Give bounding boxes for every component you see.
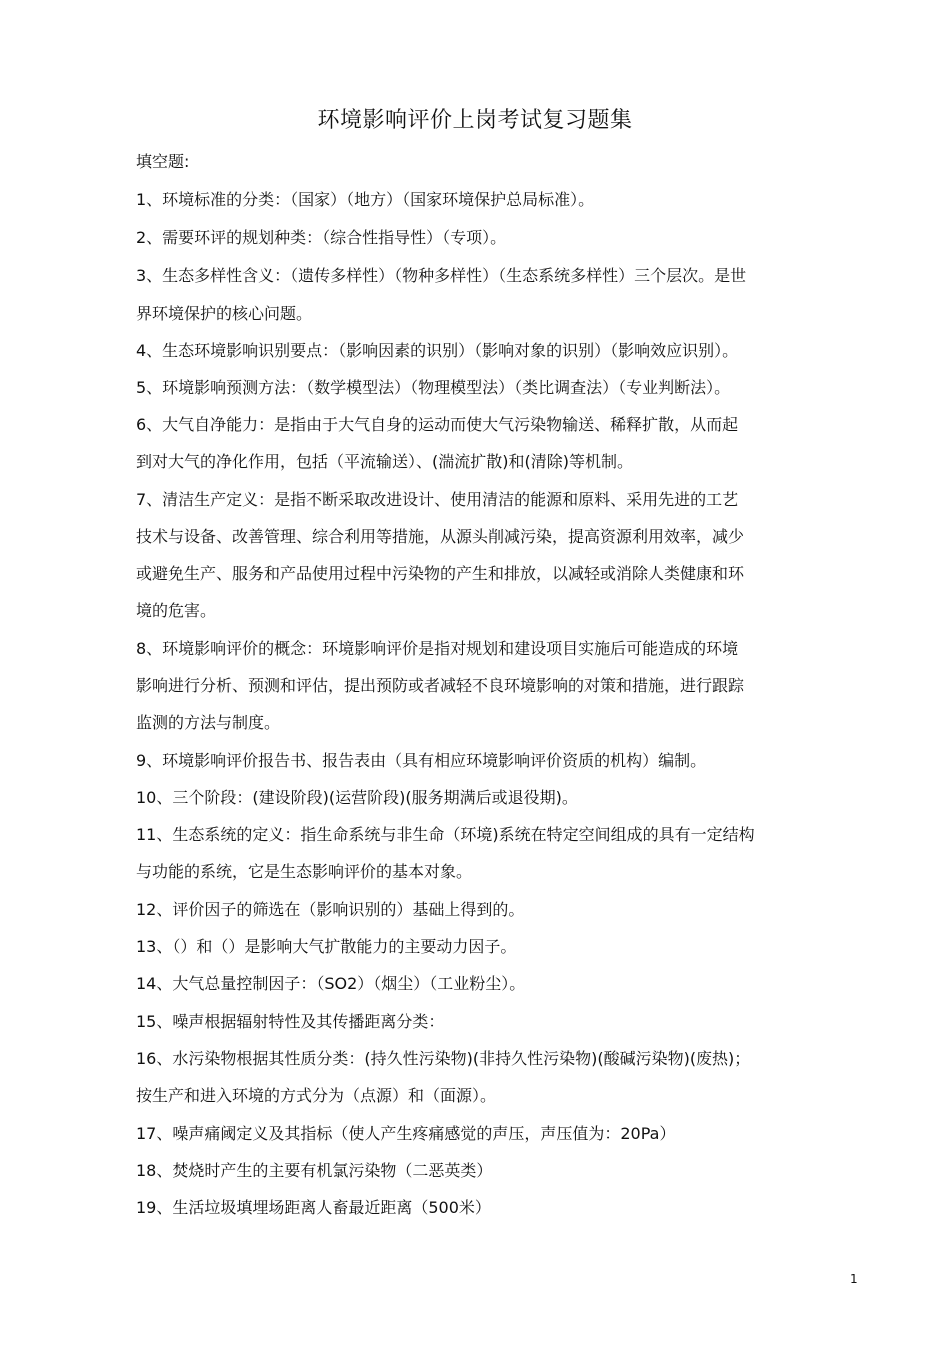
text-line: 或避免生产、服务和产品使用过程中污染物的产生和排放，以减轻或消除人类健康和环 — [136, 564, 745, 583]
page-number: 1 — [850, 1272, 858, 1286]
text-line: 12、评价因子的筛选在（影响识别的）基础上得到的。 — [136, 900, 525, 919]
text-line: 境的危害。 — [136, 601, 217, 620]
text-line: 9、环境影响评价报告书、报告表由（具有相应环境影响评价资质的机构）编制。 — [136, 751, 707, 770]
text-line: 7、清洁生产定义：是指不断采取改进设计、使用清洁的能源和原料、采用先进的工艺 — [136, 490, 739, 509]
text-line: 15、噪声根据辐射特性及其传播距离分类： — [136, 1012, 445, 1031]
document-title: 环境影响评价上岗考试复习题集 — [317, 108, 633, 133]
text-line: 18、焚烧时产生的主要有机氯污染物（二恶英类） — [136, 1161, 493, 1180]
text-line: 14、大气总量控制因子：（SO2）（烟尘）（工业粉尘）。 — [136, 974, 526, 993]
text-line: 界环境保护的核心问题。 — [136, 304, 313, 323]
text-line: 与功能的系统，它是生态影响评价的基本对象。 — [136, 862, 473, 881]
text-line: 10、三个阶段：(建设阶段)(运营阶段)(服务期满后或退役期)。 — [136, 788, 578, 807]
text-line: 17、噪声痛阈定义及其指标（使人产生疼痛感觉的声压，声压值为：20Pa） — [136, 1124, 676, 1143]
text-line: 技术与设备、改善管理、综合利用等措施，从源头削减污染，提高资源利用效率，减少 — [136, 527, 745, 546]
section-label: 填空题: — [136, 152, 190, 171]
text-line: 3、生态多样性含义：（遗传多样性）（物种多样性）（生态系统多样性）三个层次。是世 — [136, 266, 747, 285]
text-line: 11、生态系统的定义：指生命系统与非生命（环境)系统在特定空间组成的具有一定结构 — [136, 825, 755, 844]
text-line: 13、（）和（）是影响大气扩散能力的主要动力因子。 — [136, 937, 517, 956]
text-line: 8、环境影响评价的概念：环境影响评价是指对规划和建设项目实施后可能造成的环境 — [136, 639, 739, 658]
text-line: 到对大气的净化作用，包括（平流输送）、(湍流扩散)和(清除)等机制。 — [136, 452, 633, 471]
text-line: 5、环境影响预测方法：（数学模型法）（物理模型法）（类比调查法）（专业判断法）。 — [136, 378, 731, 397]
text-line: 19、生活垃圾填埋场距离人畜最近距离（500米） — [136, 1198, 491, 1217]
text-line: 影响进行分析、预测和评估，提出预防或者减轻不良环境影响的对策和措施，进行跟踪 — [136, 676, 745, 695]
text-line: 监测的方法与制度。 — [136, 713, 281, 732]
text-line: 6、大气自净能力：是指由于大气自身的运动而使大气污染物输送、稀释扩散，从而起 — [136, 415, 739, 434]
text-line: 2、需要环评的规划种类：（综合性指导性）（专项）。 — [136, 228, 507, 247]
text-line: 4、生态环境影响识别要点：（影响因素的识别）（影响对象的识别）（影响效应识别）。 — [136, 341, 739, 360]
text-line: 按生产和进入环境的方式分为（点源）和（面源）。 — [136, 1086, 497, 1105]
text-line: 1、环境标准的分类：（国家）（地方）（国家环境保护总局标准）。 — [136, 190, 595, 209]
text-line: 16、水污染物根据其性质分类：(持久性污染物)(非持久性污染物)(酸碱污染物)(废热)； — [136, 1049, 751, 1068]
